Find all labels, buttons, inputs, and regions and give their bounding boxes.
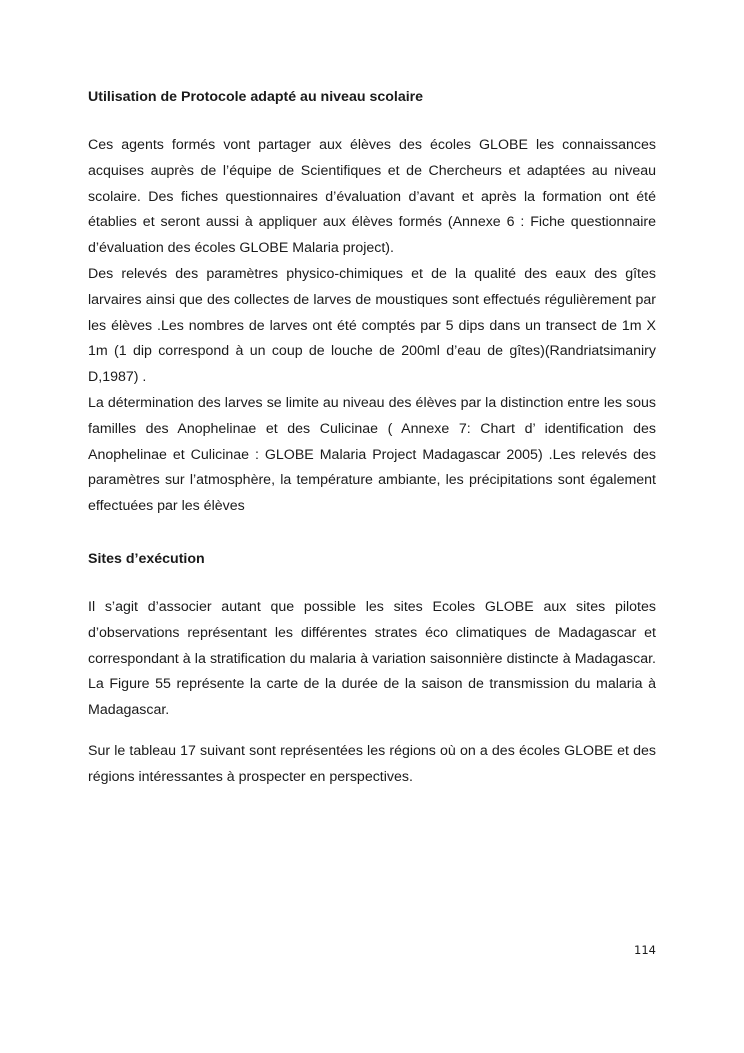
section-heading-protocol: Utilisation de Protocole adapté au niveau scolaire [88,89,424,105]
paragraph-larvae-identification: La détermination des larves se limite au niveau des élèves par la distinction entre les sous familles des Anophelinae et des Culicinae ( Annexe 7: Chart d’ identification des Anophelinae et Culicinae : GLOBE Malaria Project Madagascar 2005) .Les relevés des paramètres sur l’atmosphère, la température ambiante, les précipitations sont également effectuées par les élèves [88,394,656,515]
paragraph-sites-association: Il s’agit d’associer autant que possible les sites Ecoles GLOBE aux sites pilotes d’observations représentant les différentes strates éco climatiques de Madagascar et correspondant à la stratification du malaria à variation saisonnière distincte à Madagascar. La Figure 55 représente la carte de la durée de la saison de transmission du malaria à Madagascar. [88,598,656,719]
paragraph-table-reference: Sur le tableau 17 suivant sont représentées les régions où on a des écoles GLOBE et des régions intéressantes à prospecter en perspectives. [88,742,656,785]
spacer [88,520,656,546]
spacer [88,110,656,133]
page-content [88,84,656,791]
page-number: 114 [634,943,656,957]
spacer [88,724,656,739]
spacer [88,572,656,595]
section-heading-sites: Sites d’exécution [88,550,205,567]
paragraph-water-measurements: Des relevés des paramètres physico-chimiques et de la qualité des eaux des gîtes larvaires ainsi que des collectes de larves de moustiques sont effectués régulièrement par les élèves .Les nombres de larves ont été comptés par 5 dips dans un transect de 1m X 1m (1 dip correspond à un coup de louche de 200ml d’eau de gîtes)(Randriatsimaniry D,1987) . [88,265,656,386]
paragraph-agents-training: Ces agents formés vont partager aux élèves des écoles GLOBE les connaissances acquises auprès de l’équipe de Scientifiques et de Chercheurs et adaptées au niveau scolaire. Des fiches questionnaires d’évaluation d’avant et après la formation ont été établies et seront aussi à appliquer aux élèves formés (Annexe 6 : Fiche questionnaire d’évaluation des écoles GLOBE Malaria project). [88,137,656,257]
